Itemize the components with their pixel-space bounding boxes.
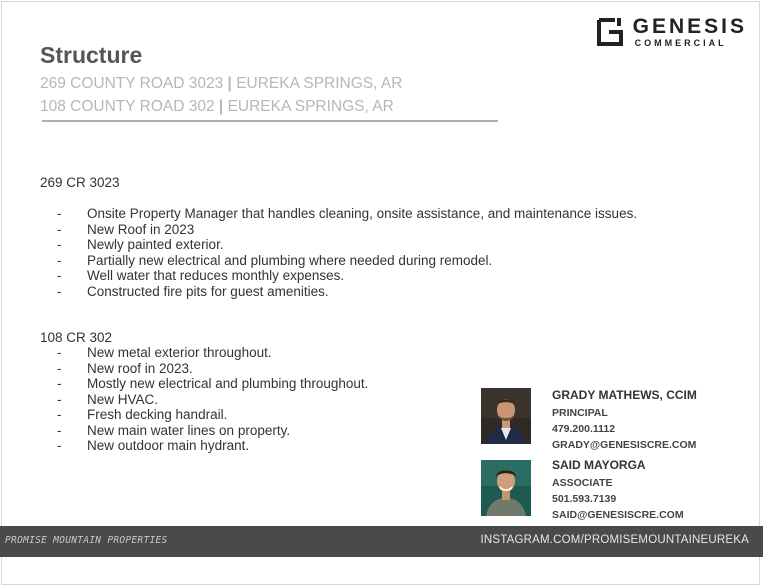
list-item-text: Well water that reduces monthly expenses. <box>87 268 345 283</box>
address-2-separator: | <box>218 98 224 115</box>
contact-phone[interactable]: 479.200.1112 <box>552 423 616 435</box>
list-item-text: Partially new electrical and plumbing where needed during remodel. <box>87 252 493 268</box>
list-item <box>57 253 637 269</box>
bullet-dash: - <box>57 252 62 268</box>
bullet-dash: - <box>57 407 62 422</box>
header-divider <box>42 120 498 122</box>
genesis-logo-mark-icon <box>595 16 625 48</box>
said-mayorga-photo <box>481 460 531 516</box>
bullet-dash: - <box>57 206 62 221</box>
contact-name: SAID MAYORGA <box>552 458 646 472</box>
address-2-city: EUREKA SPRINGS, AR <box>227 98 394 115</box>
instagram-link[interactable]: INSTAGRAM.COM/PROMISEMOUNTAINEUREKA <box>480 534 749 546</box>
contact-card-grady-mathews <box>552 388 697 455</box>
address-1-separator: | <box>227 75 232 92</box>
list-item-text: Fresh decking handrail. <box>87 407 228 422</box>
section-title-269-cr-3023: 269 CR 3023 <box>40 175 120 190</box>
logo-subtitle: COMMERCIAL <box>634 38 727 48</box>
list-item-text: New outdoor main hydrant. <box>87 438 250 453</box>
list-item-text: New Roof in 2023 <box>87 221 195 237</box>
bullet-dash: - <box>57 376 62 391</box>
logo-name: GENESIS <box>632 15 747 38</box>
contact-phone[interactable]: 501.593.7139 <box>552 493 617 505</box>
list-item <box>57 361 368 377</box>
contact-email[interactable]: GRADY@GENESISCRE.COM <box>552 439 697 451</box>
list-item <box>57 268 637 284</box>
address-1-street: 269 COUNTY ROAD 3023 <box>40 75 224 92</box>
footer-bar <box>0 526 763 557</box>
section-list-108-cr-302 <box>57 345 368 454</box>
grady-mathews-photo <box>481 388 531 444</box>
list-item-text: New HVAC. <box>87 391 159 407</box>
list-item-text: Constructed fire pits for guest amenities. <box>87 283 329 299</box>
list-item <box>57 423 368 439</box>
address-1-city: EUREKA SPRINGS, AR <box>236 75 403 92</box>
bullet-dash: - <box>57 422 62 438</box>
bullet-dash: - <box>57 237 62 252</box>
list-item-text: Mostly new electrical and plumbing throughout. <box>87 376 369 391</box>
bullet-dash: - <box>57 221 62 237</box>
list-item <box>57 284 637 300</box>
bullet-dash: - <box>57 268 62 283</box>
bullet-dash: - <box>57 360 62 376</box>
list-item-text: New metal exterior throughout. <box>87 345 272 360</box>
address-line-2 <box>40 98 394 116</box>
contact-role: ASSOCIATE <box>552 477 613 489</box>
section-list-269-cr-3023 <box>57 206 637 299</box>
list-item-text: New main water lines on property. <box>87 422 291 438</box>
bullet-dash: - <box>57 345 62 360</box>
footer-brand: PROMISE MOUNTAIN PROPERTIES <box>5 535 168 546</box>
contact-email[interactable]: SAID@GENESISCRE.COM <box>552 509 684 521</box>
contact-name: GRADY MATHEWS, CCIM <box>552 388 697 402</box>
page-title: Structure <box>40 42 143 68</box>
list-item <box>57 206 637 222</box>
contact-role: PRINCIPAL <box>552 407 608 419</box>
list-item-text: New roof in 2023. <box>87 360 193 376</box>
genesis-logo <box>595 14 747 50</box>
list-item <box>57 376 368 392</box>
list-item-text: Newly painted exterior. <box>87 237 224 252</box>
address-line-1 <box>40 75 402 93</box>
list-item <box>57 392 368 408</box>
person-portrait-icon <box>481 388 531 444</box>
section-title-108-cr-302: 108 CR 302 <box>40 330 113 345</box>
address-2-street: 108 COUNTY ROAD 302 <box>40 98 215 115</box>
list-item <box>57 407 368 423</box>
list-item <box>57 237 637 253</box>
list-item-text: Onsite Property Manager that handles cleaning, onsite assistance, and maintenance issues. <box>87 206 638 221</box>
bullet-dash: - <box>57 391 62 407</box>
bullet-dash: - <box>57 438 62 453</box>
bullet-dash: - <box>57 283 62 299</box>
contact-card-said-mayorga <box>552 458 684 525</box>
list-item <box>57 222 637 238</box>
list-item <box>57 438 368 454</box>
person-portrait-icon <box>481 460 531 516</box>
list-item <box>57 345 368 361</box>
